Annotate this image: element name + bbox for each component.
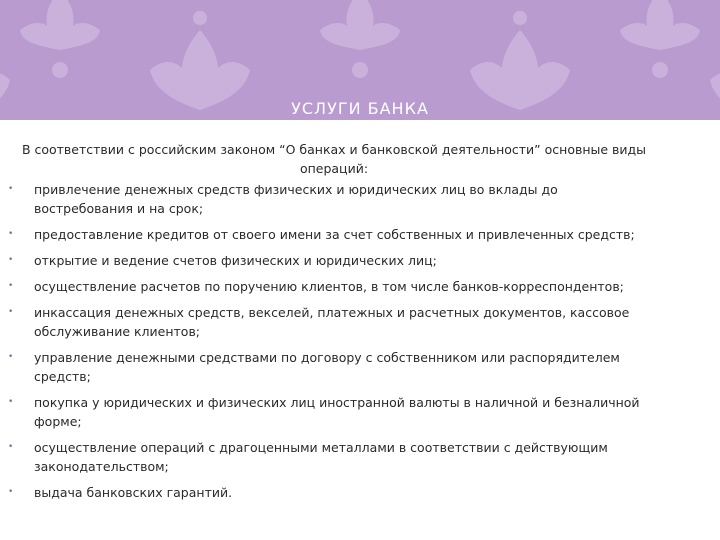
- list-item: [0, 180, 720, 218]
- list-item: [0, 483, 720, 502]
- list-item: [0, 251, 720, 270]
- list-item-text: открытие и ведение счетов физических и юридических лиц;: [34, 253, 437, 268]
- bullet-icon: •: [8, 229, 14, 239]
- list-item-text: покупка у юридических и физических лиц иностранной валюты в наличной и безналичной форме;: [34, 395, 640, 429]
- slide-title: УСЛУГИ БАНКА: [291, 99, 429, 118]
- list-item-text: привлечение денежных средств физических и юридических лиц во вклады до востребования и на срок;: [34, 182, 558, 216]
- list-item: [0, 348, 720, 386]
- list-item-text: управление денежными средствами по договору с собственником или распорядителем средств;: [34, 350, 620, 384]
- list-item: [0, 225, 720, 244]
- list-item-text: предоставление кредитов от своего имени за счет собственных и привлеченных средств;: [34, 227, 635, 242]
- damask-header-band: [0, 0, 720, 120]
- bullet-icon: •: [8, 487, 14, 497]
- list-item: [0, 277, 720, 296]
- list-item-text: инкассация денежных средств, векселей, платежных и расчетных документов, кассовое обслуживание клиентов;: [34, 305, 630, 339]
- bullet-icon: •: [8, 397, 14, 407]
- list-item-text: осуществление операций с драгоценными металлами в соответствии с действующим законодательством;: [34, 440, 608, 474]
- list-item: [0, 303, 720, 341]
- bullet-icon: •: [8, 184, 14, 194]
- list-item: [0, 393, 720, 431]
- bullet-icon: •: [8, 255, 14, 265]
- list-item: [0, 438, 720, 476]
- bullet-icon: •: [8, 442, 14, 452]
- bullet-icon: •: [8, 352, 14, 362]
- bullet-icon: •: [8, 281, 14, 291]
- operations-list: [0, 180, 720, 509]
- list-item-text: осуществление расчетов по поручению клиентов, в том числе банков-корреспондентов;: [34, 279, 624, 294]
- intro-paragraph: В соответствии с российским законом “О банках и банковской деятельности” основные виды операций:: [21, 142, 647, 176]
- bullet-icon: •: [8, 307, 14, 317]
- list-item-text: выдача банковских гарантий.: [34, 485, 233, 500]
